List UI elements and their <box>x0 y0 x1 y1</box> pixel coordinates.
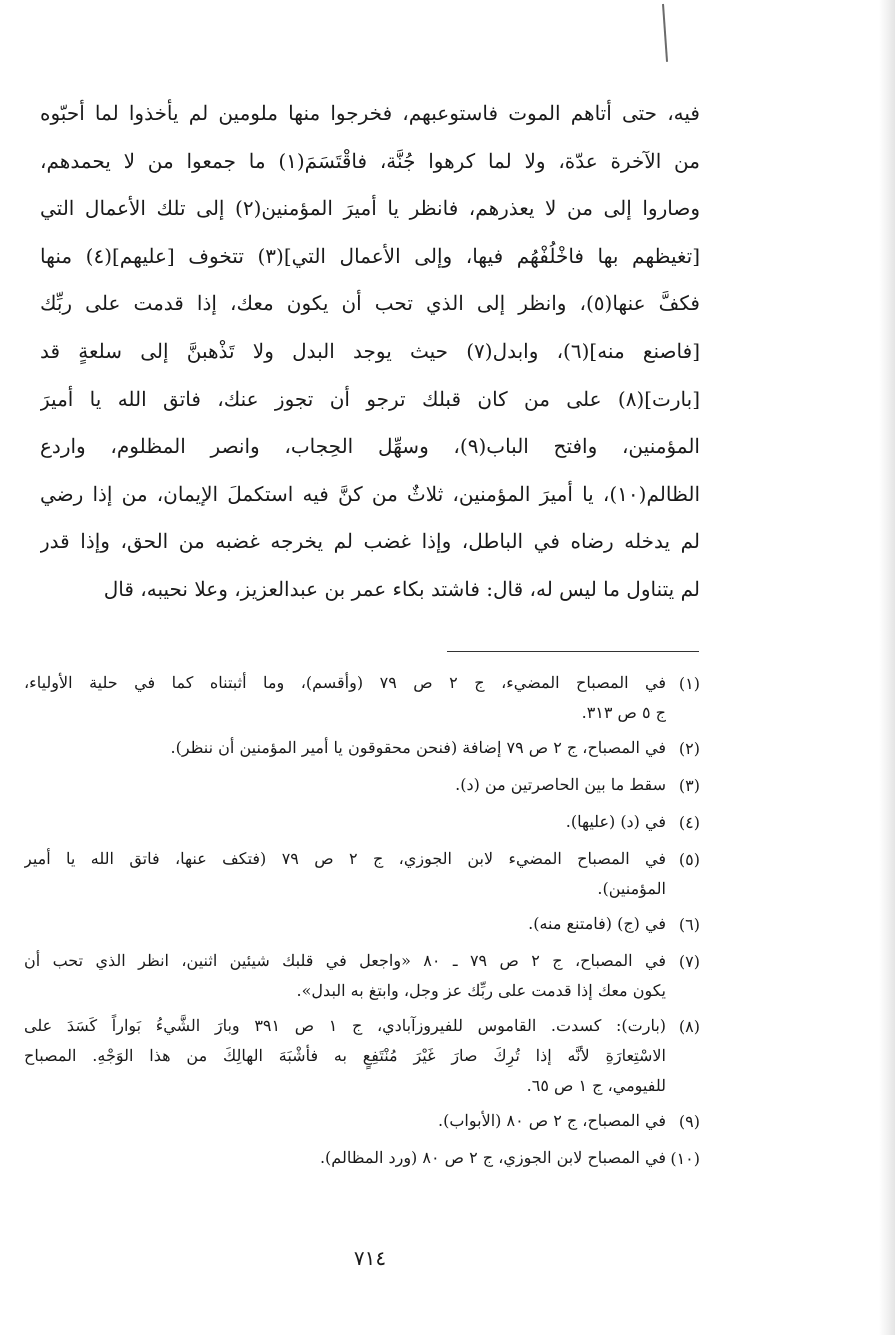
footnote-separator <box>447 651 699 652</box>
footnote-text <box>24 770 666 802</box>
footnote-line: في المصباح لابن الجوزي، ج ٢ ص ٨٠ (ورد المظالم). <box>319 1148 666 1167</box>
footnote <box>24 909 700 941</box>
footnote <box>24 1106 700 1138</box>
footnote-number: (١٠) <box>670 1149 700 1168</box>
footnote-line: في (ج) (فامتنع منه). <box>528 914 666 933</box>
footnote-line: ج ٥ ص ٣١٣. <box>581 703 666 722</box>
footnote <box>24 668 700 728</box>
text-line: [فاصنع منه](٦)، وابدل(٧) حيث يوجد البدل ولا تَذْهبنَّ إلى سلعةٍ قد <box>40 338 700 363</box>
footnote-line: المؤمنين). <box>597 879 666 898</box>
footnote <box>24 770 700 802</box>
text-line: من الآخرة عدّة، ولا لما كرهوا جُنَّة، فاقْتَسَمَ(١) ما جمعوا من لا يحمدهم، <box>40 148 700 173</box>
footnote-text <box>24 668 666 728</box>
footnote <box>24 844 700 904</box>
text-line: الظالم(١٠)، يا أميرَ المؤمنين، ثلاثٌ من كنَّ فيه استكملَ الإيمان، من إذا رضي <box>40 481 700 506</box>
footnote-text <box>24 946 666 1006</box>
footnote-text <box>24 807 666 839</box>
footnote-text <box>24 1011 666 1101</box>
footnote-line: للفيومي، ج ١ ص ٦٥. <box>526 1076 666 1095</box>
footnote-number: (٥) <box>678 850 700 869</box>
footnote-number: (٧) <box>678 952 700 971</box>
footnote-number: (٤) <box>678 813 700 832</box>
footnote <box>24 807 700 839</box>
text-line: [تغيظهم بها فاخْلُفْهُم فيها، وإلى الأعمال التي](٣) تتخوف [عليهم](٤) منها <box>40 243 700 268</box>
main-text <box>40 90 700 614</box>
footnote-number: (٦) <box>678 915 700 934</box>
footnote-text <box>24 844 666 904</box>
text-line: المؤمنين، وافتح الباب(٩)، وسهِّل الحِجاب، وانصر المظلوم، واردع <box>40 434 700 459</box>
text-line: فيه، حتى أتاهم الموت فاستوعبهم، فخرجوا منها ملومين لم يأخذوا لما أحبّوه <box>40 101 700 125</box>
footnote-number: (٨) <box>678 1017 700 1036</box>
page-number: ٧١٤ <box>353 1246 387 1270</box>
text-line: فكفَّ عنها(٥)، وانظر إلى الذي تحب أن يكون معك، إذا قدمت على ربِّك <box>40 291 700 316</box>
footnote-line: في المصباح، ج ٢ ص ٨٠ (الأبواب). <box>438 1111 666 1130</box>
footnote-number: (٩) <box>678 1112 700 1131</box>
footnote <box>24 1143 700 1175</box>
footnote <box>24 733 700 765</box>
footnote-line: يكون معك إذا قدمت على ربِّك عز وجل، وابتغ به البدل». <box>296 981 666 1000</box>
page-edge-shadow <box>879 0 895 1335</box>
scan-artifact-mark <box>662 4 668 62</box>
text-line: وصاروا إلى من لا يعذرهم، فانظر يا أميرَ المؤمنين(٢) إلى تلك الأعمال التي <box>40 196 700 221</box>
footnote-text <box>24 733 666 765</box>
footnote-line: في المصباح، ج ٢ ص ٧٩ إضافة (فنحن محقوقون يا أمير المؤمنين أن ننظر). <box>170 738 666 757</box>
footnote-number: (٣) <box>678 776 700 795</box>
text-line: لم يتناول ما ليس له، قال: فاشتد بكاء عمر بن عبدالعزيز، وعلا نحيبه، قال <box>103 576 700 601</box>
footnote-text <box>24 1106 666 1138</box>
footnote-number: (١) <box>678 674 700 693</box>
footnote <box>24 1011 700 1101</box>
footnote-text <box>24 909 666 941</box>
footnote-line: في المصباح المضيء، ج ٢ ص ٧٩ (وأقسم)، وما أثبتناه كما في حلية الأولياء، <box>24 673 666 692</box>
footnote-line: (بارت): كسدت. القاموس للفيروزآبادي، ج ١ ص ٣٩١ وبارَ الشَّيءُ بَواراً كَسَدَ على <box>24 1016 666 1035</box>
footnotes <box>24 668 700 1180</box>
footnote-line: الاسْتِعارَةِ لأنَّه إذا تُرِكَ صارَ غَيْرَ مُنْتَفِعٍ به فأشْبَهَ الهالِكَ من هذا الوَجْهِ. المصباح <box>24 1046 666 1065</box>
footnote-line: سقط ما بين الحاصرتين من (د). <box>455 775 666 794</box>
footnote-line: في المصباح، ج ٢ ص ٧٩ ـ ٨٠ «واجعل في قلبك شيئين اثنين، انظر الذي تحب أن <box>24 951 666 970</box>
footnote-line: في (د) (عليها). <box>565 812 666 831</box>
text-line: لم يدخله رضاه في الباطل، وإذا غضب لم يخرجه غضبه من الحق، وإذا قدر <box>40 529 700 554</box>
footnote-text <box>24 1143 666 1175</box>
text-line: [بارت](٨) على من كان قبلك ترجو أن تجوز عنك، فاتق الله يا أميرَ <box>40 386 700 411</box>
footnote <box>24 946 700 1006</box>
footnote-line: في المصباح المضيء لابن الجوزي، ج ٢ ص ٧٩ (فتكف عنها، فاتق الله يا أمير <box>24 849 666 868</box>
footnote-number: (٢) <box>678 739 700 758</box>
